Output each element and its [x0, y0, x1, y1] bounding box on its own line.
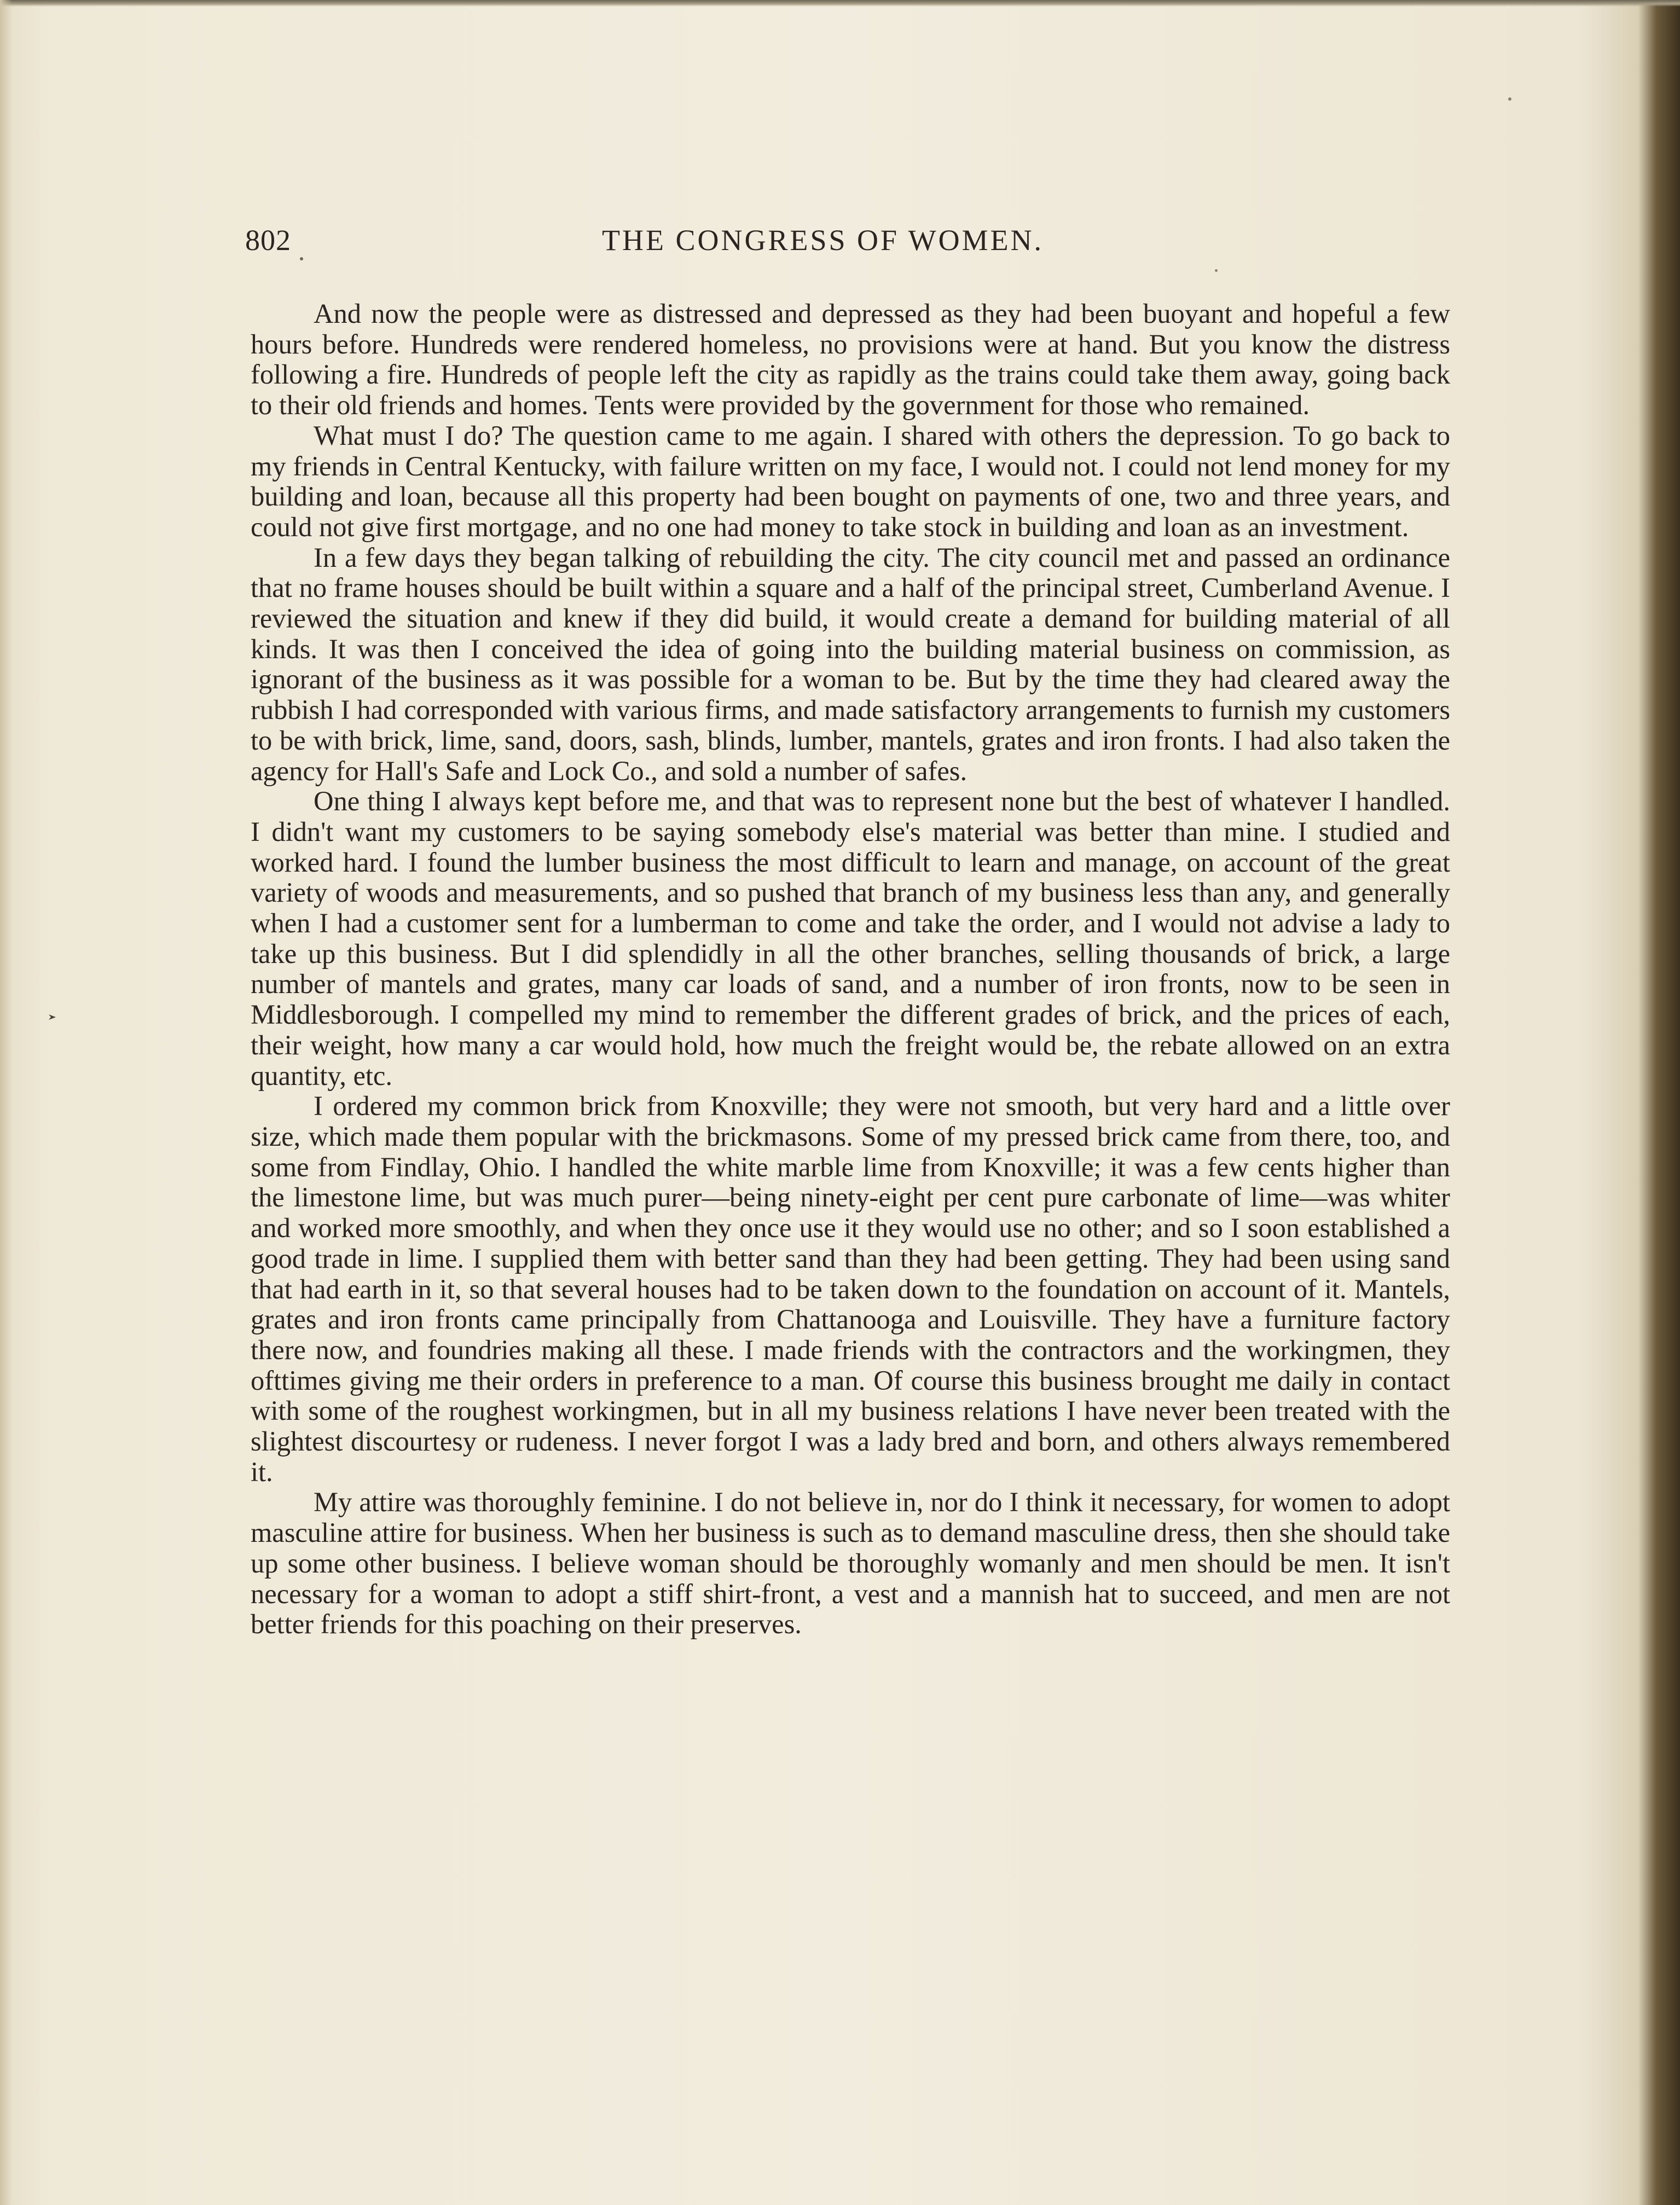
ink-speck — [300, 257, 303, 260]
paragraph: What must I do? The question came to me again. I shared with others the depression. To go back to my friends in Central Kentucky, with failure written on my face, I would not. I could not lend money for my building and loan, because all this property had been bought on payments of one, two and three years, and could not give first mortgage, and no one had money to take stock in building and loan as an investment. — [251, 420, 1450, 542]
page-top-edge — [0, 0, 1680, 7]
ink-speck — [1508, 97, 1511, 101]
paragraph: One thing I always kept before me, and that was to represent none but the best of whatever I handled. I didn't want my customers to be saying somebody else's material was better than mine. I studied and worked hard. I found the lumber business the most difficult to learn and manage, on account of the great variety of woods and measurements, and so pushed that branch of my business less than any, and generally when I had a customer sent for a lumberman to come and take the order, and I would not advise a lady to take up this business. But I did splendidly in all the other branches, selling thousands of brick, a large number of mantels and grates, many car loads of sand, and a number of iron fronts, now to be seen in Middlesborough. I compelled my mind to remember the different grades of brick, and the prices of each, their weight, how many a car would hold, how much the freight would be, the rebate allowed on an extra quantity, etc. — [251, 786, 1450, 1091]
body-text — [251, 299, 1450, 1640]
page-number: 802 — [245, 224, 291, 257]
paragraph: I ordered my common brick from Knoxville; they were not smooth, but very hard and a little over size, which made them popular with the brickmasons. Some of my pressed brick came from there, too, and some from Findlay, Ohio. I handled the white marble lime from Knoxville; it was a few cents higher than the limestone lime, but was much purer—being ninety-eight per cent pure carbonate of lime—was whiter and worked more smoothly, and when they once use it they would use no other; and so I soon established a good trade in lime. I supplied them with better sand than they had been getting. They had been using sand that had earth in it, so that several houses had to be taken down to the foundation on account of it. Mantels, grates and iron fronts came principally from Chattanooga and Louisville. They have a furniture factory there now, and foundries making all these. I made friends with the contractors and the workingmen, they ofttimes giving me their orders in preference to a man. Of course this business brought me daily in contact with some of the roughest workingmen, but in all my business relations I have never been treated with the slightest discourtesy or rudeness. I never forgot I was a lady bred and born, and others always remembered it. — [251, 1090, 1450, 1487]
ink-speck — [1215, 269, 1218, 272]
paragraph: In a few days they began talking of rebuilding the city. The city council met and passed an ordinance that no frame houses should be built within a square and a half of the principal street, Cumberland Avenue. I reviewed the situation and knew if they did build, it would create a demand for building material of all kinds. It was then I conceived the idea of going into the building material business on commission, as ignorant of the business as it was possible for a woman to be. But by the time they had cleared away the rubbish I had corresponded with various firms, and made satisfactory arrangements to furnish my customers to be with brick, lime, sand, doors, sash, blinds, lumber, mantels, grates and iron fronts. I had also taken the agency for Hall's Safe and Lock Co., and sold a number of safes. — [251, 542, 1450, 786]
paragraph: My attire was thoroughly feminine. I do not believe in, nor do I think it necessary, for women to adopt masculine attire for business. When her business is such as to demand masculine dress, then she should take up some other business. I believe woman should be thoroughly womanly and men should be men. It isn't necessary for a woman to adopt a stiff shirt-front, a vest and a mannish hat to succeed, and men are not better friends for this poaching on their preserves. — [251, 1487, 1450, 1640]
running-head — [245, 223, 1449, 267]
margin-mark-icon — [48, 1013, 58, 1021]
running-title: THE CONGRESS OF WOMEN. — [602, 224, 1044, 257]
page-left-edge — [0, 0, 12, 2205]
paragraph: And now the people were as distressed and depressed as they had been buoyant and hopeful a few hours before. Hundreds were rendered homeless, no provisions were at hand. But you know the distress following a fire. Hundreds of people left the city as rapidly as the trains could take them away, going back to their old friends and homes. Tents were provided by the government for those who remained. — [251, 298, 1450, 421]
